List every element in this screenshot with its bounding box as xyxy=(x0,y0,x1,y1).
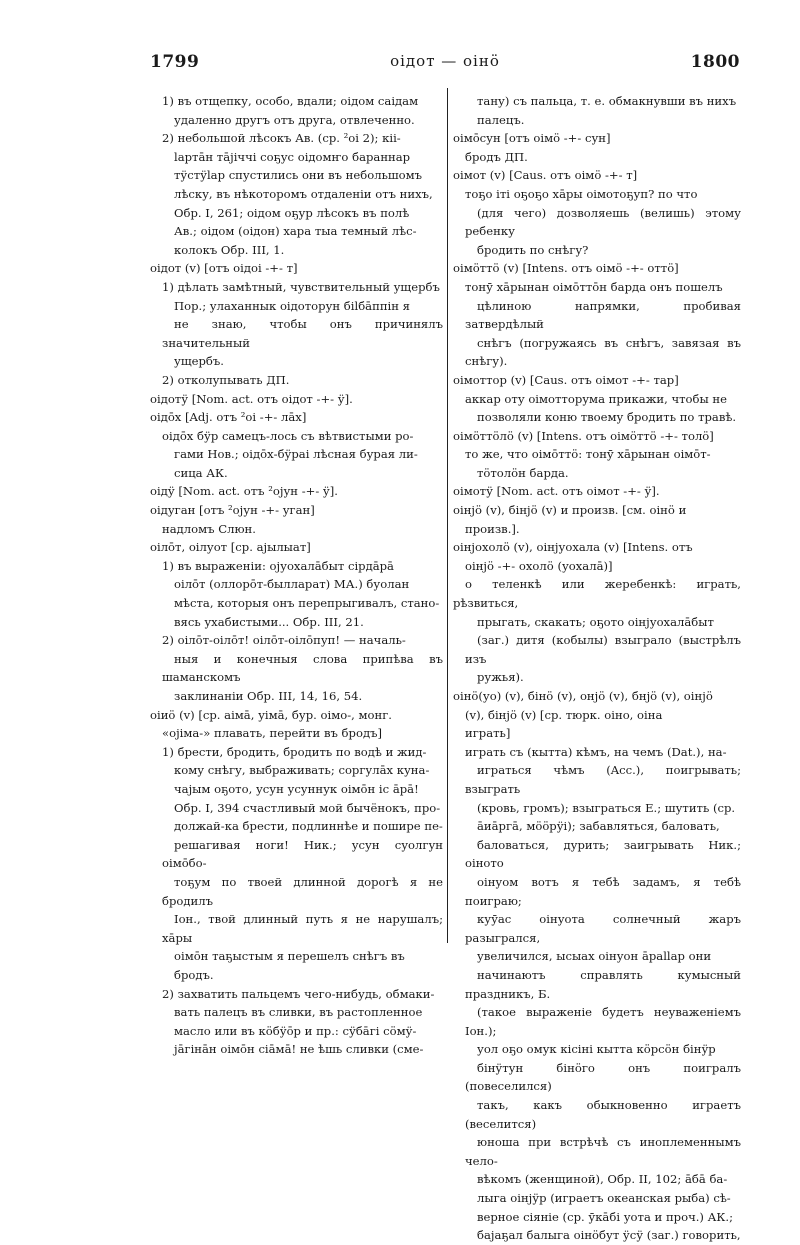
dictionary-line: 2) оілōт-оілōт! оілōт-оілōпуп! — началь- xyxy=(162,633,406,648)
running-title: оідот — оінӧ xyxy=(390,52,500,70)
dictionary-line: оінӧ(уо) (v), бінӧ (v), онјӧ (v), бнјӧ (v), оінјӧ xyxy=(453,689,713,703)
dictionary-line: ущербъ. xyxy=(174,354,224,369)
dictionary-line: цѣлиною напрямки, пробивая затвердѣлый xyxy=(465,298,741,332)
dictionary-line: оімӧттӧ (v) [Intens. отъ оімӧ -+- оттӧ] xyxy=(453,261,679,276)
dictionary-line: вать палецъ въ сливки, въ растопленное xyxy=(174,1005,423,1020)
dictionary-line: оімӧттӧлӧ (v) [Intens. отъ оімӧттӧ -+- толӧ] xyxy=(453,428,714,443)
dictionary-line: куӯас оінуота солнечный жаръ разыгрался, xyxy=(465,912,741,945)
dictionary-line: Пор.; улаханнык оідоторун біlбāппін я xyxy=(174,298,410,313)
dictionary-line: сица АК. xyxy=(174,465,228,480)
dictionary-line: то же, что оімōттӧ: тонӯ хāрынан оімōт- xyxy=(465,447,711,462)
dictionary-line: мѣста, которыя онъ перепрыгивалъ, стано- xyxy=(174,596,440,611)
dictionary-line: заклинаніи Обр. III, 14, 16, 54. xyxy=(174,689,363,703)
dictionary-line: тоҕо іті оҕоҕо хāры оімотоҕуп? по что xyxy=(465,186,698,201)
dictionary-line: оінјӧ -+- охолӧ (уохалā)] xyxy=(465,558,613,573)
dictionary-line: увеличился, ысыах оінуон āраllар они xyxy=(477,949,712,964)
dictionary-line: Іон., твой длинный путь я не нарушалъ; хāры xyxy=(162,912,443,945)
page-header xyxy=(150,52,740,74)
dictionary-line: 2) отколупывать ДП. xyxy=(162,372,290,387)
dictionary-line: бродъ ДП. xyxy=(465,149,528,164)
dictionary-line: верное сіяніе (ср. ӯкāбі уота и проч.) АК.; xyxy=(477,1209,733,1224)
dictionary-line: лыга оінјӱр (играетъ океанская рыба) сѣ- xyxy=(477,1191,731,1206)
dictionary-line: оінјӧ (v), бінјӧ (v) и произв. [см. оінӧ и xyxy=(453,503,687,518)
dictionary-line: снѣгъ (погружаясь въ снѣгъ, завязая въ снѣгу). xyxy=(465,335,741,369)
dictionary-line: аккар оту оімотторума прикажи, чтобы не xyxy=(465,391,728,406)
dictionary-line: бінӱтун бінӧго онъ поигралъ (повеселился) xyxy=(465,1060,741,1094)
dictionary-line: тӧтолӧн барда. xyxy=(477,465,569,480)
dictionary-line: оідōх [Adj. отъ ²оі -+- лāх] xyxy=(150,410,307,425)
dictionary-line: уол оҕо омук кісіні кытта кӧрсӧн бінӱр xyxy=(477,1042,716,1057)
dictionary-line: (v), бінјӧ (v) [ср. тюрк. оіно, оіна xyxy=(465,707,663,722)
dictionary-line: тоҕум по твоей длинной дорогѣ я не бродилъ xyxy=(162,874,443,908)
dictionary-line: гами Нов.; оідōх-бӱраі лѣсная бурая ли- xyxy=(174,447,418,462)
dictionary-line: оілōт, оілуот [ср. ајылыат] xyxy=(150,540,311,555)
dictionary-line: юноша при встрѣчѣ съ иноплеменнымъ чело- xyxy=(465,1135,741,1168)
dictionary-line: не знаю, чтобы онъ причинялъ значительный xyxy=(162,317,443,350)
dictionary-line: (такое выраженіе будетъ неуваженіемъ Іон.); xyxy=(465,1005,741,1038)
dictionary-line: должай-ка брести, подлиннѣе и пошире пе- xyxy=(174,819,443,834)
dictionary-line: баловаться, дурить; заигрывать Ник.; оіното xyxy=(465,837,741,871)
dictionary-line: «ојіма-» плавать, перейти въ бродъ] xyxy=(162,726,382,741)
dictionary-line: оілōт (оллорōт-былларат) МА.) буолан xyxy=(174,577,410,592)
dictionary-line: (для чего) дозволяешь (велишь) этому ребенку xyxy=(465,205,741,239)
dictionary-line: оінуом вотъ я тебѣ задамъ, я тебѣ поиграю; xyxy=(465,874,741,908)
dictionary-line: lартāн тāјіччі соҕус оідомҥо бараннар xyxy=(174,149,411,164)
page-number-left: 1799 xyxy=(150,52,200,72)
dictionary-line: такъ, какъ обыкновенно играетъ (веселится) xyxy=(465,1098,741,1131)
dictionary-line: решагивая ноги! Ник.; усун суолгун оімōбо- xyxy=(162,837,443,871)
dictionary-line: оідот (v) [отъ оідоі -+- т] xyxy=(150,261,298,276)
dictionary-line: ныя и конечныя слова припѣва въ шаманскомъ xyxy=(162,651,443,685)
dictionary-line: 2) захватить пальцемъ чего-нибудь, обмаки- xyxy=(162,986,435,1001)
dictionary-line: (кровь, громъ); взыграться Е.; шутить (ср. xyxy=(477,800,736,815)
dictionary-line: оінјохолӧ (v), оінјуохала (v) [Intens. отъ xyxy=(453,540,693,555)
dictionary-line: āиāргā, мӧӧрӱі); забавляться, баловать, xyxy=(477,819,720,834)
dictionary-line: играть] xyxy=(465,726,511,741)
dictionary-line: јāгінāн оімōн сіāмā! не ѣшь сливки (сме- xyxy=(174,1042,424,1057)
dictionary-line: оімоттор (v) [Caus. отъ оімот -+- тар] xyxy=(453,372,679,387)
dictionary-line: начинаютъ справлять кумысный праздникъ, Б. xyxy=(465,967,741,1001)
dictionary-line: оідуган [отъ ²ојун -+- уган] xyxy=(150,503,315,518)
column-divider xyxy=(447,88,448,943)
dictionary-line: палецъ. xyxy=(477,112,525,127)
dictionary-line: бродъ. xyxy=(174,967,214,982)
dictionary-line: тонӯ хāрынан оімōттōн барда онъ пошелъ xyxy=(465,279,723,294)
dictionary-line: масло или въ кӧбӱōр и пр.: сӱбāгі сӧмӱ- xyxy=(174,1023,417,1038)
dictionary-line: оімот (v) [Caus. отъ оімӧ -+- т] xyxy=(453,168,638,183)
dictionary-line: прыгать, скакать; оҕото оінјуохалāбыт xyxy=(477,614,714,629)
left-column xyxy=(150,92,443,1059)
dictionary-line: оімōн таҕыстым я перешелъ снѣгъ въ xyxy=(174,949,405,964)
dictionary-line: ружья). xyxy=(477,670,524,685)
dictionary-line: 1) въ выраженіи: ојуохалāбыт сірдāрā xyxy=(162,558,394,573)
dictionary-line: вясь ухабистыми... Обр. III, 21. xyxy=(174,614,364,629)
dictionary-line: оідотӱ [Nom. act. отъ оідот -+- ӱ]. xyxy=(150,391,353,406)
dictionary-line: чајым оҕото, усун усуннук оімōн іс āрā! xyxy=(174,781,419,796)
dictionary-line: (заг.) дитя (кобылы) взыграло (выстрѣлъ изъ xyxy=(465,633,741,666)
dictionary-line: 1) брести, бродить, бродить по водѣ и жид- xyxy=(162,744,427,759)
dictionary-line: 2) небольшой лѣсокъ Ав. (ср. ²оі 2); кіі- xyxy=(162,131,401,146)
dictionary-line: оімōсун [отъ оімӧ -+- сун] xyxy=(453,131,611,146)
dictionary-line: 1) дѣлать замѣтный, чувствительный ущербъ xyxy=(162,279,440,294)
dictionary-line: тану) съ пальца, т. е. обмакнувши въ нихъ xyxy=(477,94,737,108)
dictionary-line: Обр. I, 394 счастливый мой бычёнокъ, про- xyxy=(174,800,441,815)
dictionary-line: надломъ Слюн. xyxy=(162,521,256,536)
dictionary-line: оімотӱ [Nom. act. отъ оімот -+- ӱ]. xyxy=(453,484,660,499)
dictionary-line: играть съ (кытта) кѣмъ, на чемъ (Dat.), на- xyxy=(465,744,727,759)
dictionary-line: играться чѣмъ (Acc.), поигрывать; взыграть xyxy=(465,763,741,796)
dictionary-line: произв.]. xyxy=(465,521,520,536)
dictionary-line: оідōх бӱр самецъ-лось съ вѣтвистыми ро- xyxy=(162,428,414,443)
dictionary-line: удаленно другъ отъ друга, отвлеченно. xyxy=(174,112,415,127)
dictionary-line: оіиӧ (v) [ср. аімā, уімā, бур. оімо-, монг. xyxy=(150,707,392,722)
page-number-right: 1800 xyxy=(690,52,740,72)
right-column xyxy=(453,92,741,1245)
dictionary-line: тӱстӱlар спустились они въ небольшомъ xyxy=(174,168,423,183)
dictionary-line: вѣкомъ (женщиной), Обр. II, 102; āбā ба- xyxy=(477,1172,728,1187)
dictionary-line: позволяли коню твоему бродить по травѣ. xyxy=(477,410,737,425)
dictionary-line: колокъ Обр. III, 1. xyxy=(174,242,285,257)
dictionary-line: о теленкѣ или жеребенкѣ: играть, рѣзвиться, xyxy=(453,577,741,611)
dictionary-line: кому снѣгу, выбраживать; соргулāх куна- xyxy=(174,763,430,778)
dictionary-line: бајаҕал балыга оінӧбут ӱсӱ (заг.) говорить, xyxy=(477,1228,741,1243)
dictionary-line: лѣску, въ нѣкоторомъ отдаленіи отъ нихъ, xyxy=(174,186,433,201)
dictionary-line: бродить по снѣгу? xyxy=(477,242,589,257)
dictionary-line: оідӱ [Nom. act. отъ ²ојун -+- ӱ]. xyxy=(150,484,338,499)
dictionary-line: Обр. I, 261; оідом оҕур лѣсокъ въ полѣ xyxy=(174,205,410,220)
dictionary-line: 1) въ отщепку, особо, вдали; оідом саідам xyxy=(162,94,419,108)
dictionary-line: Ав.; оідом (оідон) хара тыа темный лѣс- xyxy=(174,224,417,239)
